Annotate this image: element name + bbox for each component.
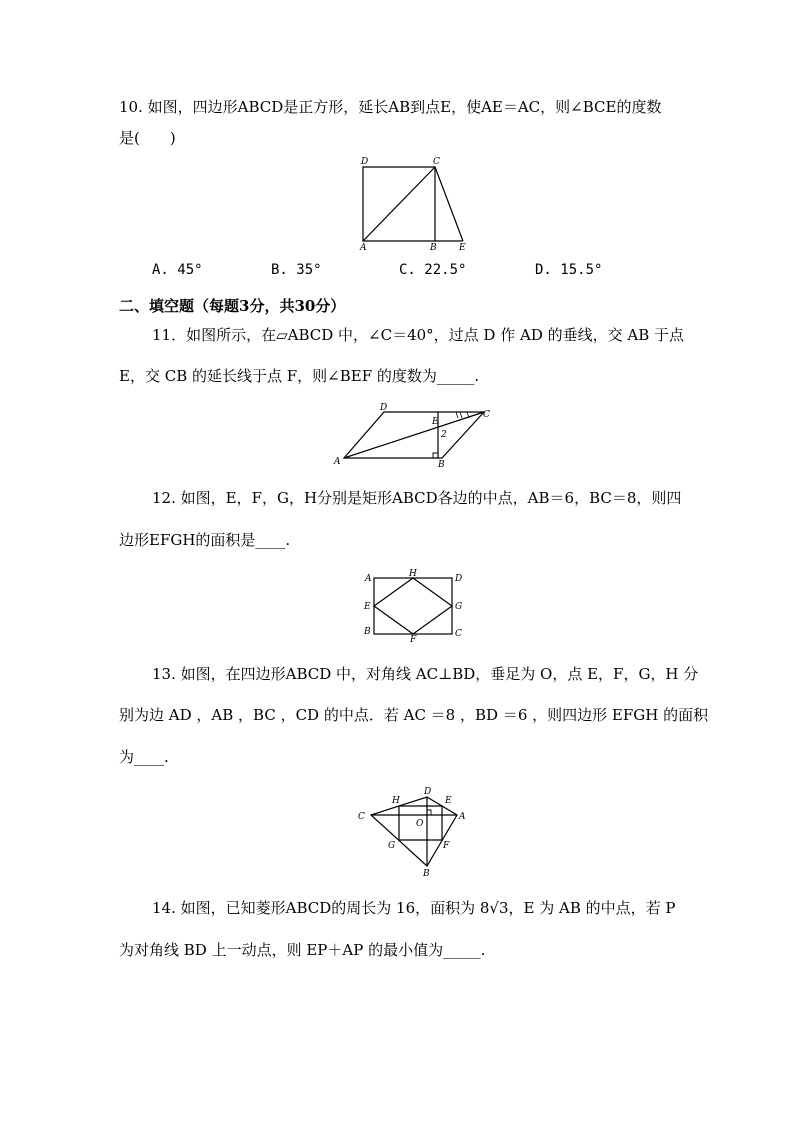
q11-parallelogram-figure: [330, 402, 500, 470]
q13-text-line2: 别为边 AD ，AB ，BC ，CD 的中点．若 AC ＝8 ，BD ＝6 ，则四边形 EFGH 的面积: [119, 706, 709, 724]
q12-label-H: H: [409, 569, 417, 579]
q12-label-F: F: [410, 635, 417, 645]
q11-label-C: C: [483, 410, 490, 420]
q14-text-line2: 为对角线 BD 上一动点，则 EP＋AP 的最小值为_____.: [119, 941, 486, 959]
q13-text-line3: 为____.: [119, 748, 169, 766]
q10-text-line1: 10. 如图，四边形ABCD是正方形，延长AB到点E，使AE＝AC，则∠BCE的度数: [119, 98, 662, 116]
q10-option-c: C. 22.5°: [399, 262, 467, 278]
q10-square-figure: [355, 155, 475, 255]
q11-label-B: B: [438, 460, 445, 470]
q13-label-E: E: [445, 796, 452, 806]
q13-label-F: F: [443, 841, 450, 851]
q11-label-2: 2: [441, 430, 447, 440]
q13-quadrilateral-figure: [355, 784, 480, 880]
q11-text-line1: 11．如图所示，在▱ABCD 中，∠C＝40°，过点 D 作 AD 的垂线，交 AB 于点: [152, 326, 685, 344]
q10-label-B: B: [430, 243, 437, 253]
q13-text-line1: 13. 如图，在四边形ABCD 中，对角线 AC⊥BD，垂足为 O，点 E，F，G，H 分: [152, 665, 699, 683]
q12-label-G: G: [455, 602, 463, 612]
q12-text-line1: 12. 如图，E，F，G，H分别是矩形ABCD各边的中点，AB＝6，BC＝8，则四: [152, 489, 682, 507]
q13-label-C: C: [358, 812, 365, 822]
q10-option-d: D. 15.5°: [535, 262, 603, 278]
q10-text-line2: 是( ): [119, 129, 176, 147]
q12-label-B: B: [364, 627, 371, 637]
q13-label-G: G: [388, 841, 396, 851]
q10-label-A: A: [360, 243, 367, 253]
q13-label-D: D: [424, 787, 432, 797]
q12-label-C: C: [455, 629, 462, 639]
q10-option-a: A. 45°: [152, 262, 203, 278]
q13-label-B: B: [423, 869, 430, 879]
q13-label-O: O: [416, 819, 424, 829]
q12-label-A: A: [365, 574, 372, 584]
q10-option-b: B. 35°: [271, 262, 322, 278]
q12-label-D: D: [455, 574, 463, 584]
q11-label-A: A: [334, 457, 341, 467]
q12-text-line2: 边形EFGH的面积是____.: [119, 531, 291, 549]
q11-label-D: D: [380, 403, 388, 413]
q11-text-line2: E，交 CB 的延长线于点 F，则∠BEF 的度数为_____.: [119, 367, 480, 385]
q11-label-E: E: [432, 417, 439, 427]
q10-label-C: C: [433, 157, 440, 167]
q13-label-A: A: [459, 812, 466, 822]
section-2-heading: 二、填空题（每题3分，共30分）: [119, 297, 346, 315]
q14-text-line1: 14. 如图，已知菱形ABCD的周长为 16，面积为 8√3，E 为 AB 的中点，若 P: [152, 899, 676, 917]
q10-label-D: D: [361, 157, 369, 167]
q13-label-H: H: [392, 796, 400, 806]
q12-label-E: E: [364, 602, 371, 612]
q10-label-E: E: [459, 243, 466, 253]
q12-rectangle-figure: [360, 568, 470, 644]
